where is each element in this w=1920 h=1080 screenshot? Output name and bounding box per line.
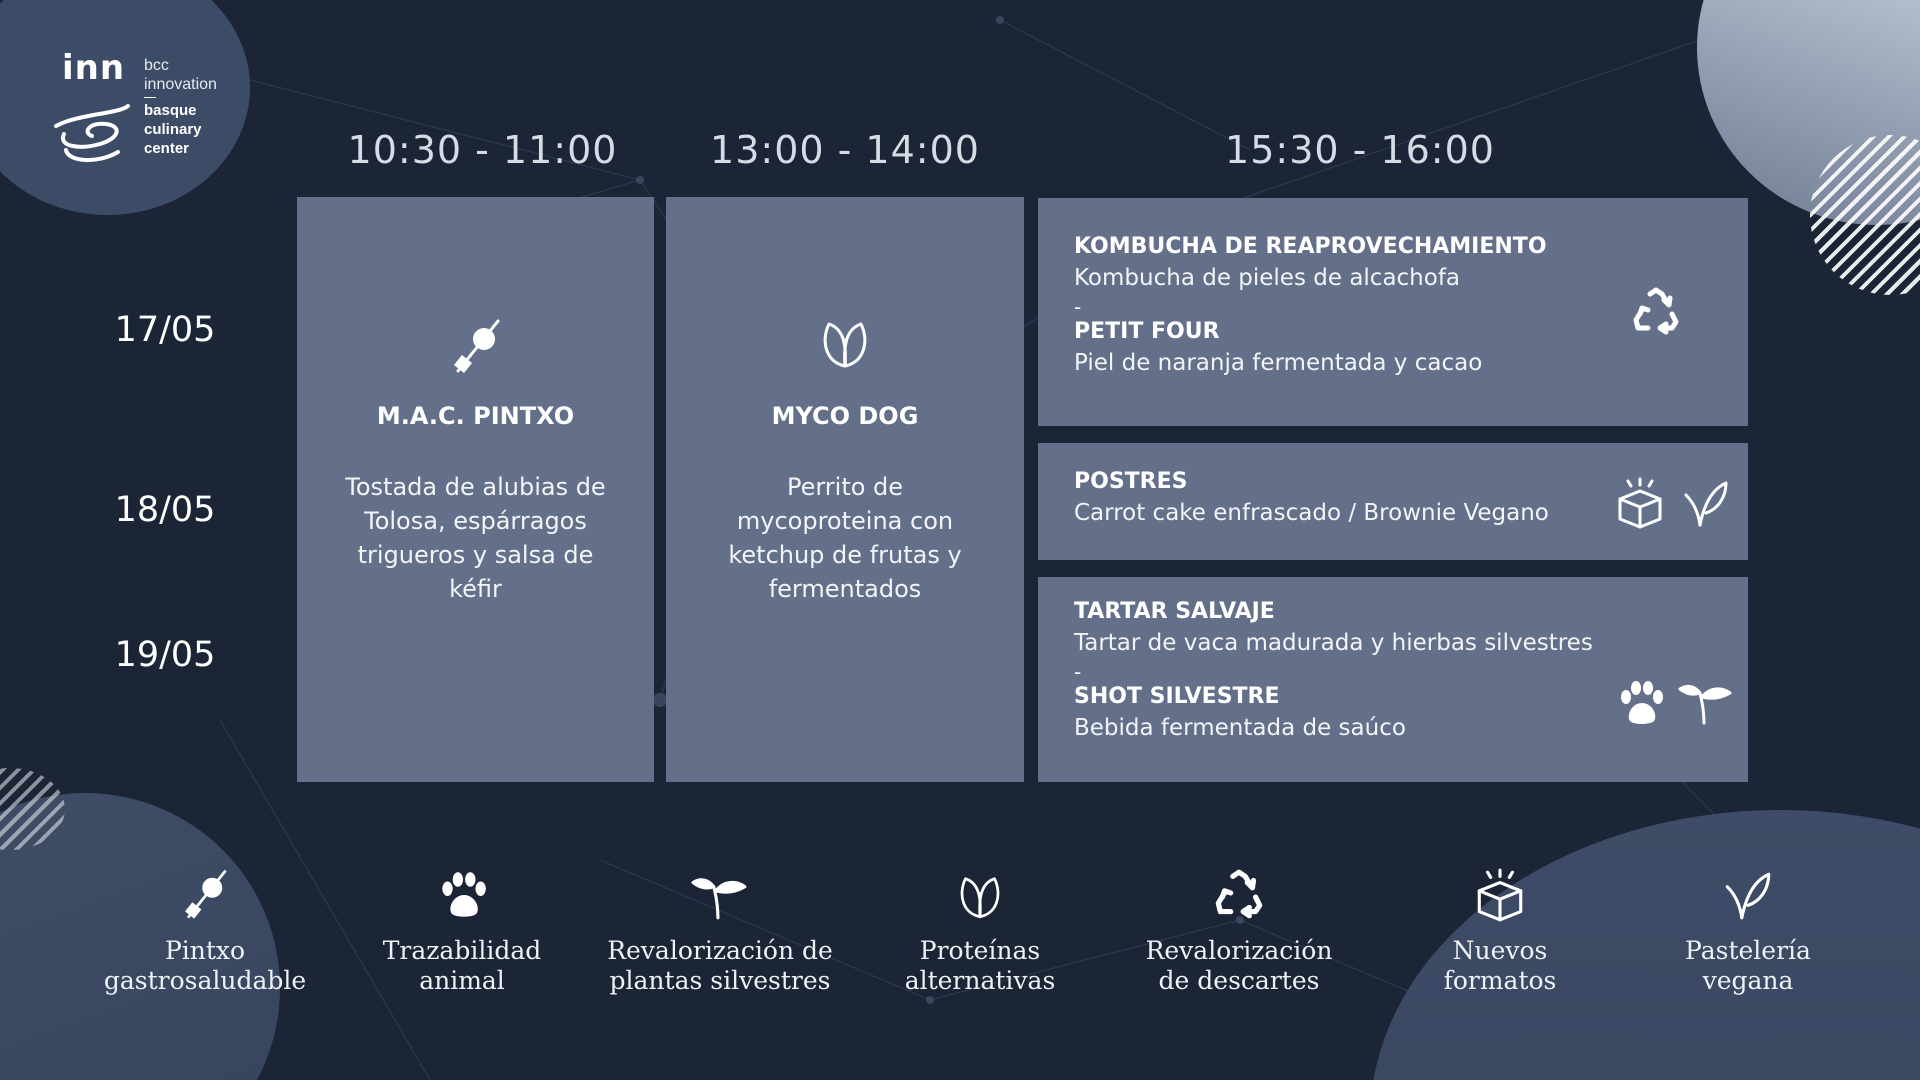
legend-label <box>860 936 1100 996</box>
panel-title: MYCO DOG <box>771 402 919 430</box>
skewer-icon <box>444 315 508 379</box>
legend-line: gastrosaludable <box>103 966 307 995</box>
legend-item-plantas-silvestres <box>600 866 840 996</box>
logo-line-innovation: innovation <box>144 76 217 93</box>
desc-line: ketchup de frutas y <box>728 541 962 569</box>
legend-line: plantas silvestres <box>609 966 831 995</box>
item-description: Bebida fermentada de saúco <box>1074 715 1406 741</box>
panel-text <box>1074 232 1547 379</box>
legend-line: Trazabilidad <box>382 936 542 965</box>
legend-line: formatos <box>1443 966 1557 995</box>
legend-line: Pintxo <box>164 936 246 965</box>
separator: - <box>1074 295 1082 319</box>
panel-description <box>704 470 986 606</box>
panel-title: M.A.C. PINTXO <box>376 402 575 430</box>
legend-item-proteinas <box>860 866 1100 996</box>
item-title: TARTAR SALVAJE <box>1074 599 1275 624</box>
panel-tartar-shot <box>1038 577 1748 782</box>
legend-label <box>342 936 582 996</box>
panel-description <box>335 470 616 606</box>
time-slot-2: 13:00 - 14:00 <box>710 128 980 172</box>
legend-label <box>1380 936 1620 996</box>
legend-item-pintxo <box>85 866 325 996</box>
desc-line: Tostada de alubias de <box>345 473 606 501</box>
legend-line: de descartes <box>1158 966 1320 995</box>
leaf-icon <box>813 310 877 374</box>
logo-line-center: center <box>144 140 190 157</box>
panel-postres <box>1038 443 1748 560</box>
desc-line: Perrito de <box>786 473 904 501</box>
legend-label <box>600 936 840 996</box>
recycle-icon <box>1210 866 1268 924</box>
legend-label <box>1119 936 1359 996</box>
legend-line: vegana <box>1702 966 1794 995</box>
seedling-icon <box>691 866 749 924</box>
item-title: KOMBUCHA DE REAPROVECHAMIENTO <box>1074 234 1547 259</box>
legend-label <box>85 936 325 996</box>
desc-line: kéfir <box>449 575 502 603</box>
legend-line: Nuevos <box>1452 936 1548 965</box>
date-1: 17/05 <box>114 310 216 350</box>
legend-item-descartes <box>1119 866 1359 996</box>
item-title: SHOT SILVESTRE <box>1074 684 1280 709</box>
panel-mac-pintxo <box>297 197 654 782</box>
paw-icon <box>1612 675 1668 731</box>
recycle-icon <box>1628 284 1684 340</box>
paw-icon <box>433 866 491 924</box>
item-description: Piel de naranja fermentada y cacao <box>1074 350 1483 376</box>
legend-line: Pastelería <box>1685 936 1811 965</box>
item-description: Carrot cake enfrascado / Brownie Vegano <box>1074 500 1549 526</box>
panel-myco-dog <box>666 197 1024 782</box>
item-description: Kombucha de pieles de alcachofa <box>1074 265 1461 291</box>
time-slot-1: 10:30 - 11:00 <box>347 128 618 172</box>
date-3: 19/05 <box>114 635 216 675</box>
logo-text <box>144 56 217 158</box>
legend-line: animal <box>419 966 505 995</box>
logo-divider <box>144 97 156 98</box>
legend-item-pasteleria-vegana <box>1628 866 1868 996</box>
item-title: POSTRES <box>1074 469 1188 494</box>
legend-item-trazabilidad <box>342 866 582 996</box>
time-slot-3: 15:30 - 16:00 <box>1225 128 1495 172</box>
legend-line: Revalorización <box>1145 936 1333 965</box>
sprout-icon <box>1719 866 1777 924</box>
logo-swirl-icon <box>48 86 138 166</box>
legend-line: Proteínas <box>919 936 1041 965</box>
logo-mark: inn <box>62 48 126 88</box>
bcc-innovation-logo <box>48 48 248 168</box>
legend-label <box>1628 936 1868 996</box>
item-title: PETIT FOUR <box>1074 319 1220 344</box>
logo-line-bcc: bcc <box>144 57 169 74</box>
separator: - <box>1074 660 1082 684</box>
box-icon <box>1612 475 1668 531</box>
desc-line: trigueros y salsa de <box>357 541 594 569</box>
logo-line-culinary: culinary <box>144 121 202 138</box>
item-description: Tartar de vaca madurada y hierbas silvestres <box>1074 630 1593 656</box>
desc-line: mycoproteina con <box>736 507 954 535</box>
seedling-icon <box>1678 673 1734 729</box>
date-2: 18/05 <box>114 490 216 530</box>
panel-text <box>1074 597 1593 744</box>
legend-line: alternativas <box>904 966 1056 995</box>
desc-line: fermentados <box>768 575 922 603</box>
box-icon <box>1471 866 1529 924</box>
leaf-icon <box>951 866 1009 924</box>
legend-line: Revalorización de <box>607 936 833 965</box>
panel-kombucha-petit-four <box>1038 198 1748 426</box>
sprout-icon <box>1678 475 1734 531</box>
legend-item-nuevos-formatos <box>1380 866 1620 996</box>
desc-line: Tolosa, espárragos <box>364 507 587 535</box>
skewer-icon <box>176 866 234 924</box>
panel-text <box>1074 467 1549 529</box>
logo-line-basque: basque <box>144 102 197 119</box>
